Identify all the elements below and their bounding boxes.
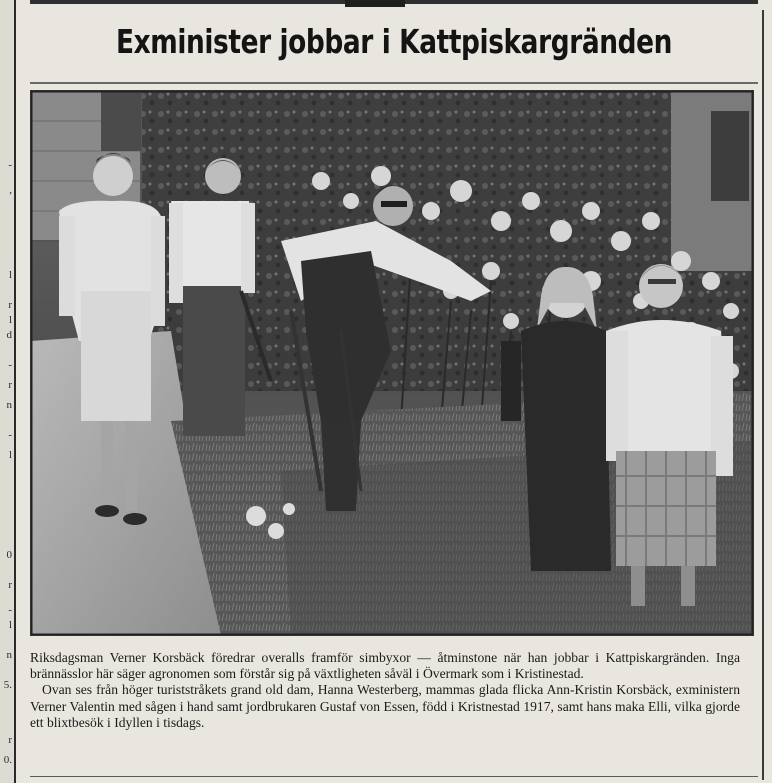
column-rule-right — [762, 10, 764, 780]
adjacent-column-edge — [0, 0, 16, 783]
edge-text-fragment: - — [8, 429, 12, 441]
top-rule-fragment — [345, 0, 405, 7]
edge-text-fragment: r — [8, 579, 12, 591]
edge-text-fragment: , — [9, 184, 12, 196]
edge-text-fragment: r — [8, 734, 12, 746]
edge-text-fragment: n — [6, 649, 12, 661]
edge-text-fragment: r — [8, 299, 12, 311]
bottom-rule — [30, 776, 758, 777]
edge-text-fragment: d — [6, 329, 12, 341]
article-photo — [30, 90, 754, 636]
edge-text-fragment: - — [8, 604, 12, 616]
article-headline: Exminister jobbar i Kattpiskargränden — [115, 22, 673, 61]
edge-text-fragment: r — [8, 379, 12, 391]
edge-text-fragment: l — [8, 314, 12, 326]
caption-paragraph-1: Riksdagsman Verner Korsbäck föredrar overalls framför simbyxor — åtminstone när han jobbar i Kattpiskargränden. Inga brännässlor här säger agronomen som förstår sig på växtligheten såväl i Övermark som i Kristinestad. — [30, 650, 740, 682]
edge-text-fragment: l — [8, 619, 12, 631]
headline-rule — [30, 82, 758, 84]
edge-text-fragment: n — [6, 399, 12, 411]
edge-text-fragment: - — [8, 359, 12, 371]
caption-paragraph-2: Ovan ses från höger turiststråkets grand old dam, Hanna Westerberg, mammas glada flicka Ann-Kristin Korsbäck, exministern Verner Valentin med sågen i hand samt jordbrukaren Gustaf von Essen, född i Kristnestad 1917, samt hans maka Elli, vilka gjorde ett blixtbesök i Idyllen i tisdags. — [30, 682, 740, 730]
edge-text-fragment: 0 — [6, 549, 12, 561]
garden-photo-illustration — [31, 91, 753, 635]
edge-text-fragment: 5. — [3, 679, 12, 691]
edge-text-fragment: 0. — [3, 754, 12, 766]
edge-text-fragment: l — [8, 449, 12, 461]
edge-text-fragment: - — [8, 159, 12, 171]
photo-caption — [30, 650, 740, 731]
edge-text-fragment: l — [8, 269, 12, 281]
